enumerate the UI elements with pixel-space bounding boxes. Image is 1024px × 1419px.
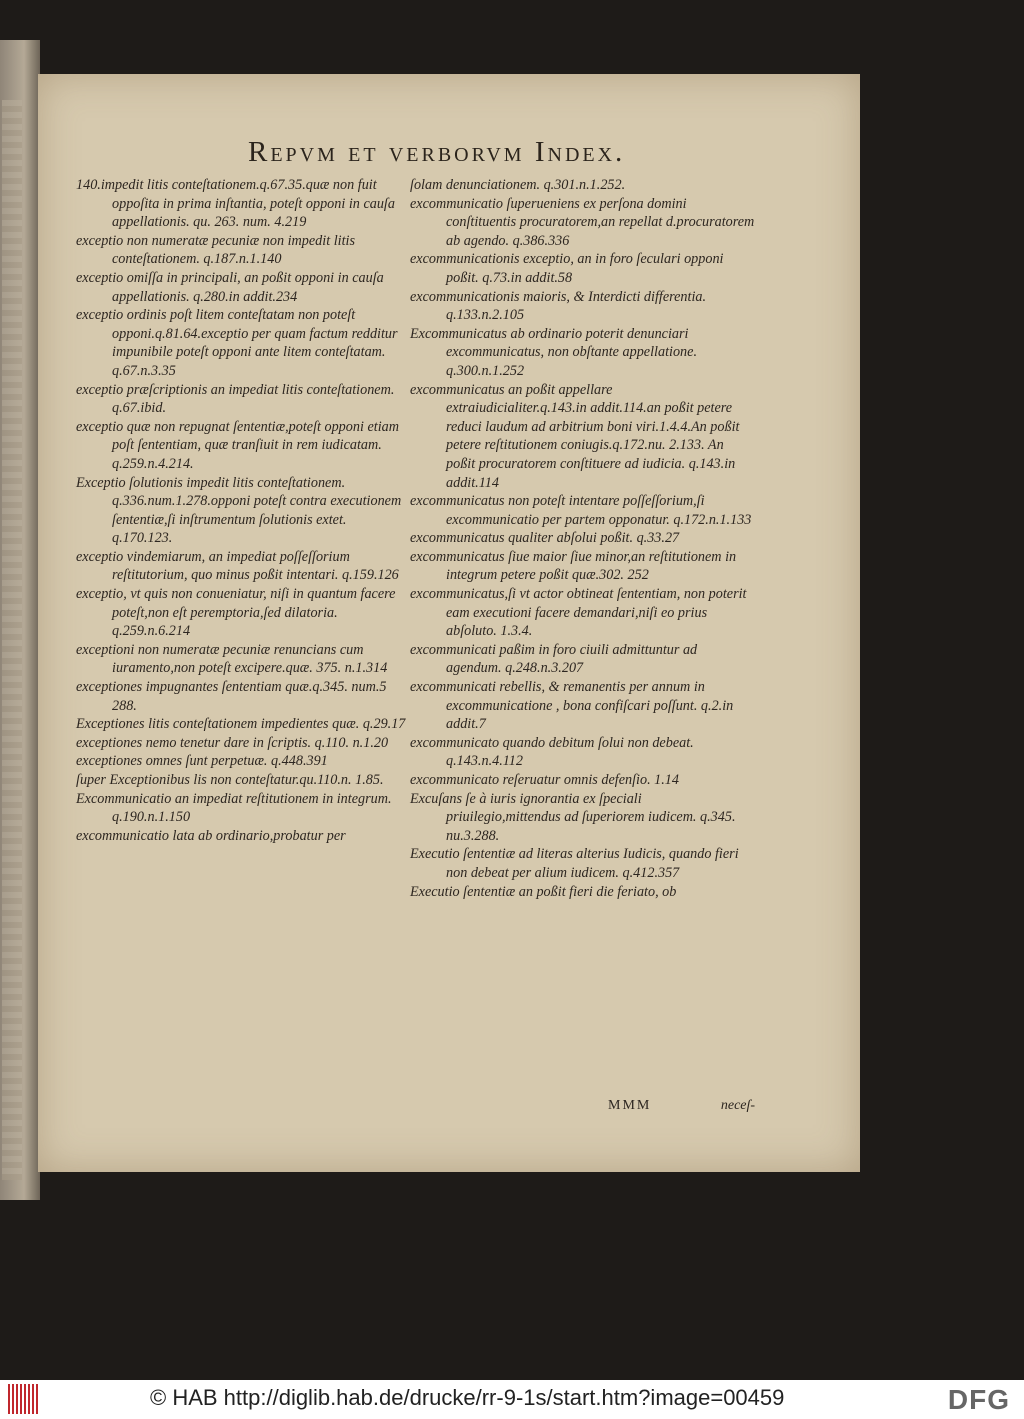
copyright-link[interactable]: © HAB http://diglib.hab.de/drucke/rr-9-1s/start.htm?image=00459 bbox=[150, 1385, 785, 1410]
index-entry: 140.impedit litis conteſtationem.q.67.35.quæ non fuit oppoſita in prima inſtantia, poteſt opponi in cauſa appellationis. qu. 263. num. 4.219 bbox=[76, 177, 395, 231]
book-page bbox=[38, 74, 860, 1172]
index-entry: excommunicatio ſuperueniens ex perſona domini conſtituentis procuratorem,an repellat d.procuratorem ab agendo. q.386.336 bbox=[410, 195, 755, 249]
catchword: neceſ- bbox=[720, 1098, 756, 1113]
index-entry: exceptio ordinis poſt litem conteſtatam non poteſt opponi.q.81.64.exceptio per quam factum redditur impunibile poteſt opponi ante litem conteſtatam. q.67.n.3.35 bbox=[76, 307, 398, 379]
viewer-footer-bar bbox=[0, 1380, 1024, 1419]
index-entry: exceptio, vt quis non conueniatur, niſi in quantum facere poteſt,non eſt peremptoria,ſed dilatoria. q.259.n.6.214 bbox=[76, 586, 396, 640]
index-entry: excommunicationis maioris, & Interdicti differentia. q.133.n.2.105 bbox=[410, 288, 707, 324]
index-entry: exceptio omiſſa in principali, an poßit opponi in cauſa appellationis. q.280.in addit.234 bbox=[76, 269, 384, 305]
index-entry: exceptioni non numeratæ pecuniæ renuncians cum iuramento,non poteſt excipere.quæ. 375. n.1.314 bbox=[76, 641, 388, 677]
index-entry: excommunicato quando debitum ſolui non debeat. q.143.n.4.112 bbox=[410, 734, 694, 770]
index-entry: Exceptio ſolutionis impedit litis conteſtationem. q.336.num.1.278.opponi poteſt contra executionem ſententiæ,ſi inſtrumentum ſolutionis extet. q.170.123. bbox=[76, 474, 402, 547]
index-entry: ſuper Exceptionibus lis non conteſtatur.qu.110.n. 1.85. bbox=[76, 772, 384, 788]
index-entry: exceptio vindemiarum, an impediat poſſeſſorium reſtitutorium, quo minus poßit intentari. q.159.126 bbox=[76, 548, 399, 584]
page-edge-texture bbox=[2, 100, 22, 1180]
index-entry: excommunicatus non poteſt intentare poſſeſſorium,ſi excommunicatio per partem opponatur. q.172.n.1.133 bbox=[410, 493, 752, 528]
index-entry: excommunicatus,ſi vt actor obtineat ſententiam, non poterit eam executioni facere demandari,niſi eo prius abſoluto. 1.3.4. bbox=[410, 586, 747, 640]
hab-barcode-icon bbox=[8, 1384, 38, 1414]
index-entry: excommunicatio lata ab ordinario,probatur per bbox=[76, 827, 346, 844]
index-entry: excommunicatus qualiter abſolui poßit. q.33.27 bbox=[410, 530, 680, 547]
index-entry: exceptiones nemo tenetur dare in ſcriptis. q.110. n.1.20 bbox=[76, 734, 389, 751]
index-entry: excommunicati rebellis, & remanentis per annum in excommunicatione , bona confiſcari poſſunt. q.2.in addit.7 bbox=[410, 679, 734, 733]
index-entry: excommunicatus an poßit appellare extraiudicialiter.q.143.in addit.114.an poßit petere reduci laudum ad arbitrium boni viri.1.4.4.An poßit petere reſtitutionem coniugis.q.172.nu. 2.133. An poßit procuratorem conſtituere ad iudicia. q.143.in addit.114 bbox=[410, 381, 740, 491]
dfg-logo: DFG bbox=[947, 1384, 1010, 1415]
adjacent-page-edge bbox=[0, 40, 40, 1200]
running-head: Repvm et verborvm Index. bbox=[248, 136, 626, 168]
index-entry: Excuſans ſe à iuris ignorantia ex ſpeciali priuilegio,mittendus ad ſuperiorem iudicem. q.345. nu.3.288. bbox=[410, 790, 736, 844]
index-entry: exceptiones impugnantes ſententiam quæ.q.345. num.5 288. bbox=[76, 679, 387, 714]
index-entry: Executio ſententiæ an poßit fieri die feriato, ob bbox=[410, 883, 677, 900]
index-entry: exceptio non numeratæ pecuniæ non impedit litis conteſtationem. q.187.n.1.140 bbox=[76, 232, 355, 268]
index-column-right bbox=[410, 176, 755, 901]
index-entry: Executio ſententiæ ad literas alterius Iudicis, quando fieri non debeat per alium iudicem. q.412.357 bbox=[410, 846, 739, 881]
index-entry: excommunicationis exceptio, an in foro ſeculari opponi poßit. q.73.in addit.58 bbox=[410, 251, 724, 286]
index-entry: Excommunicatio an impediat reſtitutionem in integrum. q.190.n.1.150 bbox=[76, 790, 392, 826]
index-entry: Exceptiones litis conteſtationem impedientes quæ. q.29.17 bbox=[76, 716, 406, 733]
index-entry: excommunicato reſeruatur omnis defenſio. 1.14 bbox=[410, 772, 679, 788]
index-entry: ſolam denunciationem. q.301.n.1.252. bbox=[410, 177, 626, 193]
signature-mark: MMM bbox=[608, 1098, 652, 1113]
index-column-left bbox=[76, 176, 406, 845]
index-entry: Excommunicatus ab ordinario poterit denunciari excommunicatus, non obſtante appellatione. q.300.n.1.252 bbox=[410, 325, 697, 379]
index-entry: exceptiones omnes ſunt perpetuæ. q.448.391 bbox=[76, 753, 328, 770]
page-footer bbox=[608, 1098, 798, 1114]
index-entry: exceptio præſcriptionis an impediat litis conteſtationem. q.67.ibid. bbox=[76, 381, 395, 417]
index-entry: exceptio quæ non repugnat ſententiæ,poteſt opponi etiam poſt ſententiam, quæ tranſiuit in rem iudicatam. q.259.n.4.214. bbox=[76, 418, 399, 472]
index-entry: excommunicatus ſiue maior ſiue minor,an reſtitutionem in integrum petere poßit quæ.302. 252 bbox=[410, 548, 737, 584]
index-entry: excommunicati paßim in foro ciuili admittuntur ad agendum. q.248.n.3.207 bbox=[410, 641, 698, 677]
